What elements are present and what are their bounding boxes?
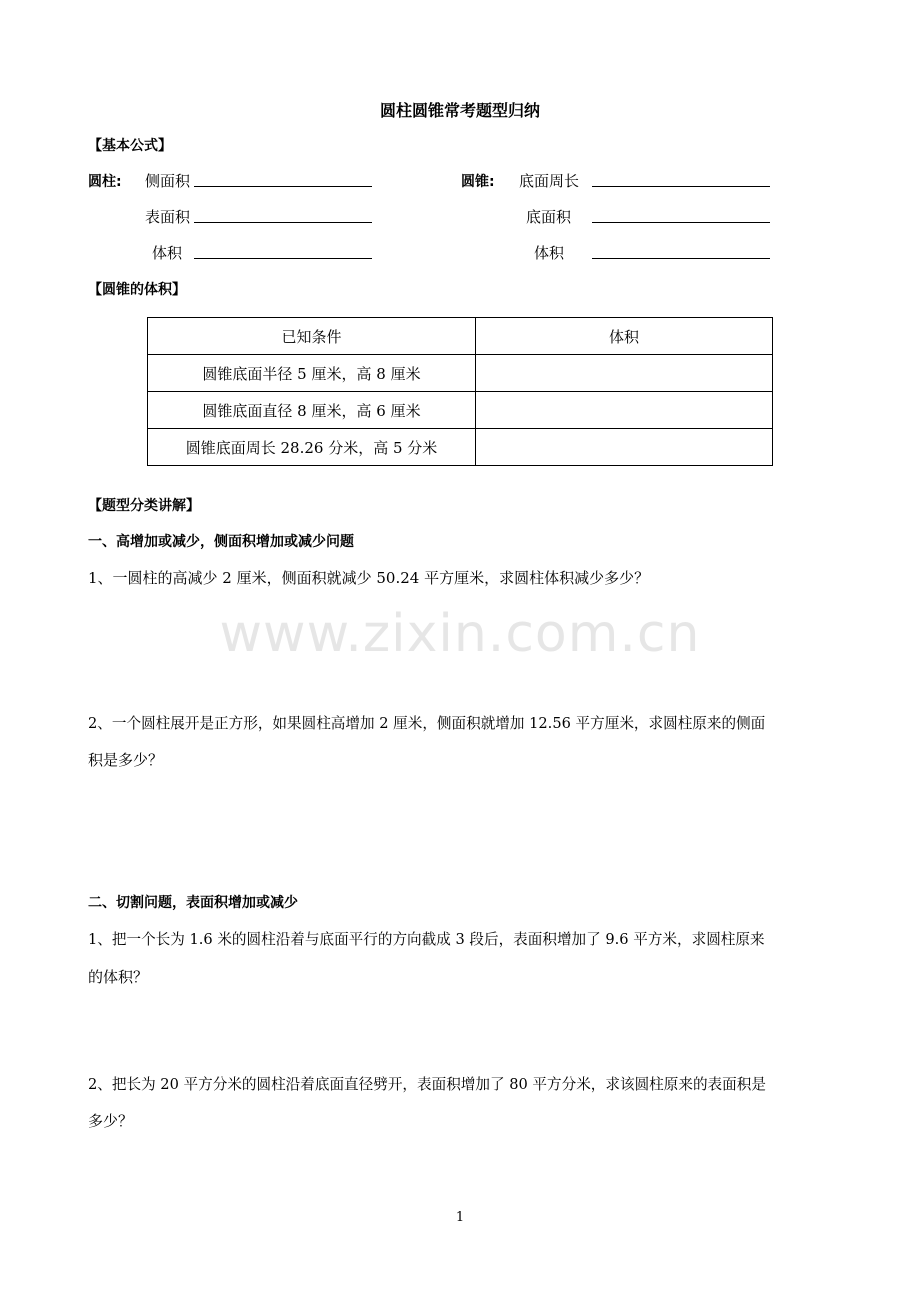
part2-question-1-line2: 的体积？	[88, 968, 149, 986]
page-number: 1	[455, 1210, 465, 1225]
table-row	[148, 355, 773, 392]
table-cell-condition: 圆锥底面直径 8 厘米，高 6 厘米	[148, 392, 476, 429]
table-cell-condition: 圆锥底面周长 28.26 分米，高 5 分米	[148, 429, 476, 466]
part2-heading: 二、切割问题，表面积增加或减少	[88, 895, 298, 911]
cone-volume-label: 体积	[534, 244, 565, 262]
section-types-heading: 【题型分类讲解】	[88, 498, 200, 514]
part1-question-2-line1: 2、一个圆柱展开是正方形，如果圆柱高增加 2 厘米，侧面积就增加 12.56 平方厘米，求圆柱原来的侧面	[88, 715, 766, 732]
table-header-volume: 体积	[476, 318, 773, 355]
cylinder-label: 圆柱:	[88, 174, 122, 190]
cone-base-circumference-blank[interactable]	[592, 186, 770, 187]
part1-question-2-line2: 积是多少？	[88, 751, 164, 769]
cylinder-lateral-area-blank[interactable]	[194, 186, 372, 187]
cone-label: 圆锥:	[461, 174, 495, 190]
table-row	[148, 429, 773, 466]
cylinder-lateral-area-label: 侧面积	[145, 172, 191, 190]
table-cell-volume[interactable]	[476, 429, 773, 466]
cylinder-surface-area-label: 表面积	[145, 208, 191, 226]
table-row	[148, 392, 773, 429]
page-title: 圆柱圆锥常考题型归纳	[379, 101, 540, 120]
part1-heading: 一、高增加或减少，侧面积增加或减少问题	[88, 534, 354, 550]
cylinder-volume-blank[interactable]	[194, 258, 372, 259]
table-header-row	[148, 318, 773, 355]
cylinder-volume-label: 体积	[152, 244, 183, 262]
cone-volume-blank[interactable]	[592, 258, 770, 259]
table-cell-condition: 圆锥底面半径 5 厘米，高 8 厘米	[148, 355, 476, 392]
table-cell-volume[interactable]	[476, 392, 773, 429]
cone-base-circumference-label: 底面周长	[519, 172, 580, 190]
cone-volume-table	[147, 317, 773, 466]
part2-question-1-line1: 1、把一个长为 1.6 米的圆柱沿着与底面平行的方向截成 3 段后，表面积增加了 9.6 平方米，求圆柱原来	[88, 931, 765, 948]
cone-base-area-label: 底面积	[526, 208, 572, 226]
cylinder-surface-area-blank[interactable]	[194, 222, 372, 223]
table-header-condition: 已知条件	[148, 318, 476, 355]
part2-question-2-line1: 2、把长为 20 平方分米的圆柱沿着底面直径劈开，表面积增加了 80 平方分米，求该圆柱原来的表面积是	[88, 1076, 766, 1093]
watermark: www.zixin.com.cn	[219, 604, 701, 664]
section-cone-volume-heading: 【圆锥的体积】	[88, 282, 186, 298]
table-cell-volume[interactable]	[476, 355, 773, 392]
cone-base-area-blank[interactable]	[592, 222, 770, 223]
part2-question-2-line2: 多少？	[88, 1112, 134, 1130]
part1-question-1: 1、一圆柱的高减少 2 厘米，侧面积就减少 50.24 平方厘米，求圆柱体积减少多少？	[88, 569, 650, 587]
section-formulas-heading: 【基本公式】	[88, 138, 172, 154]
